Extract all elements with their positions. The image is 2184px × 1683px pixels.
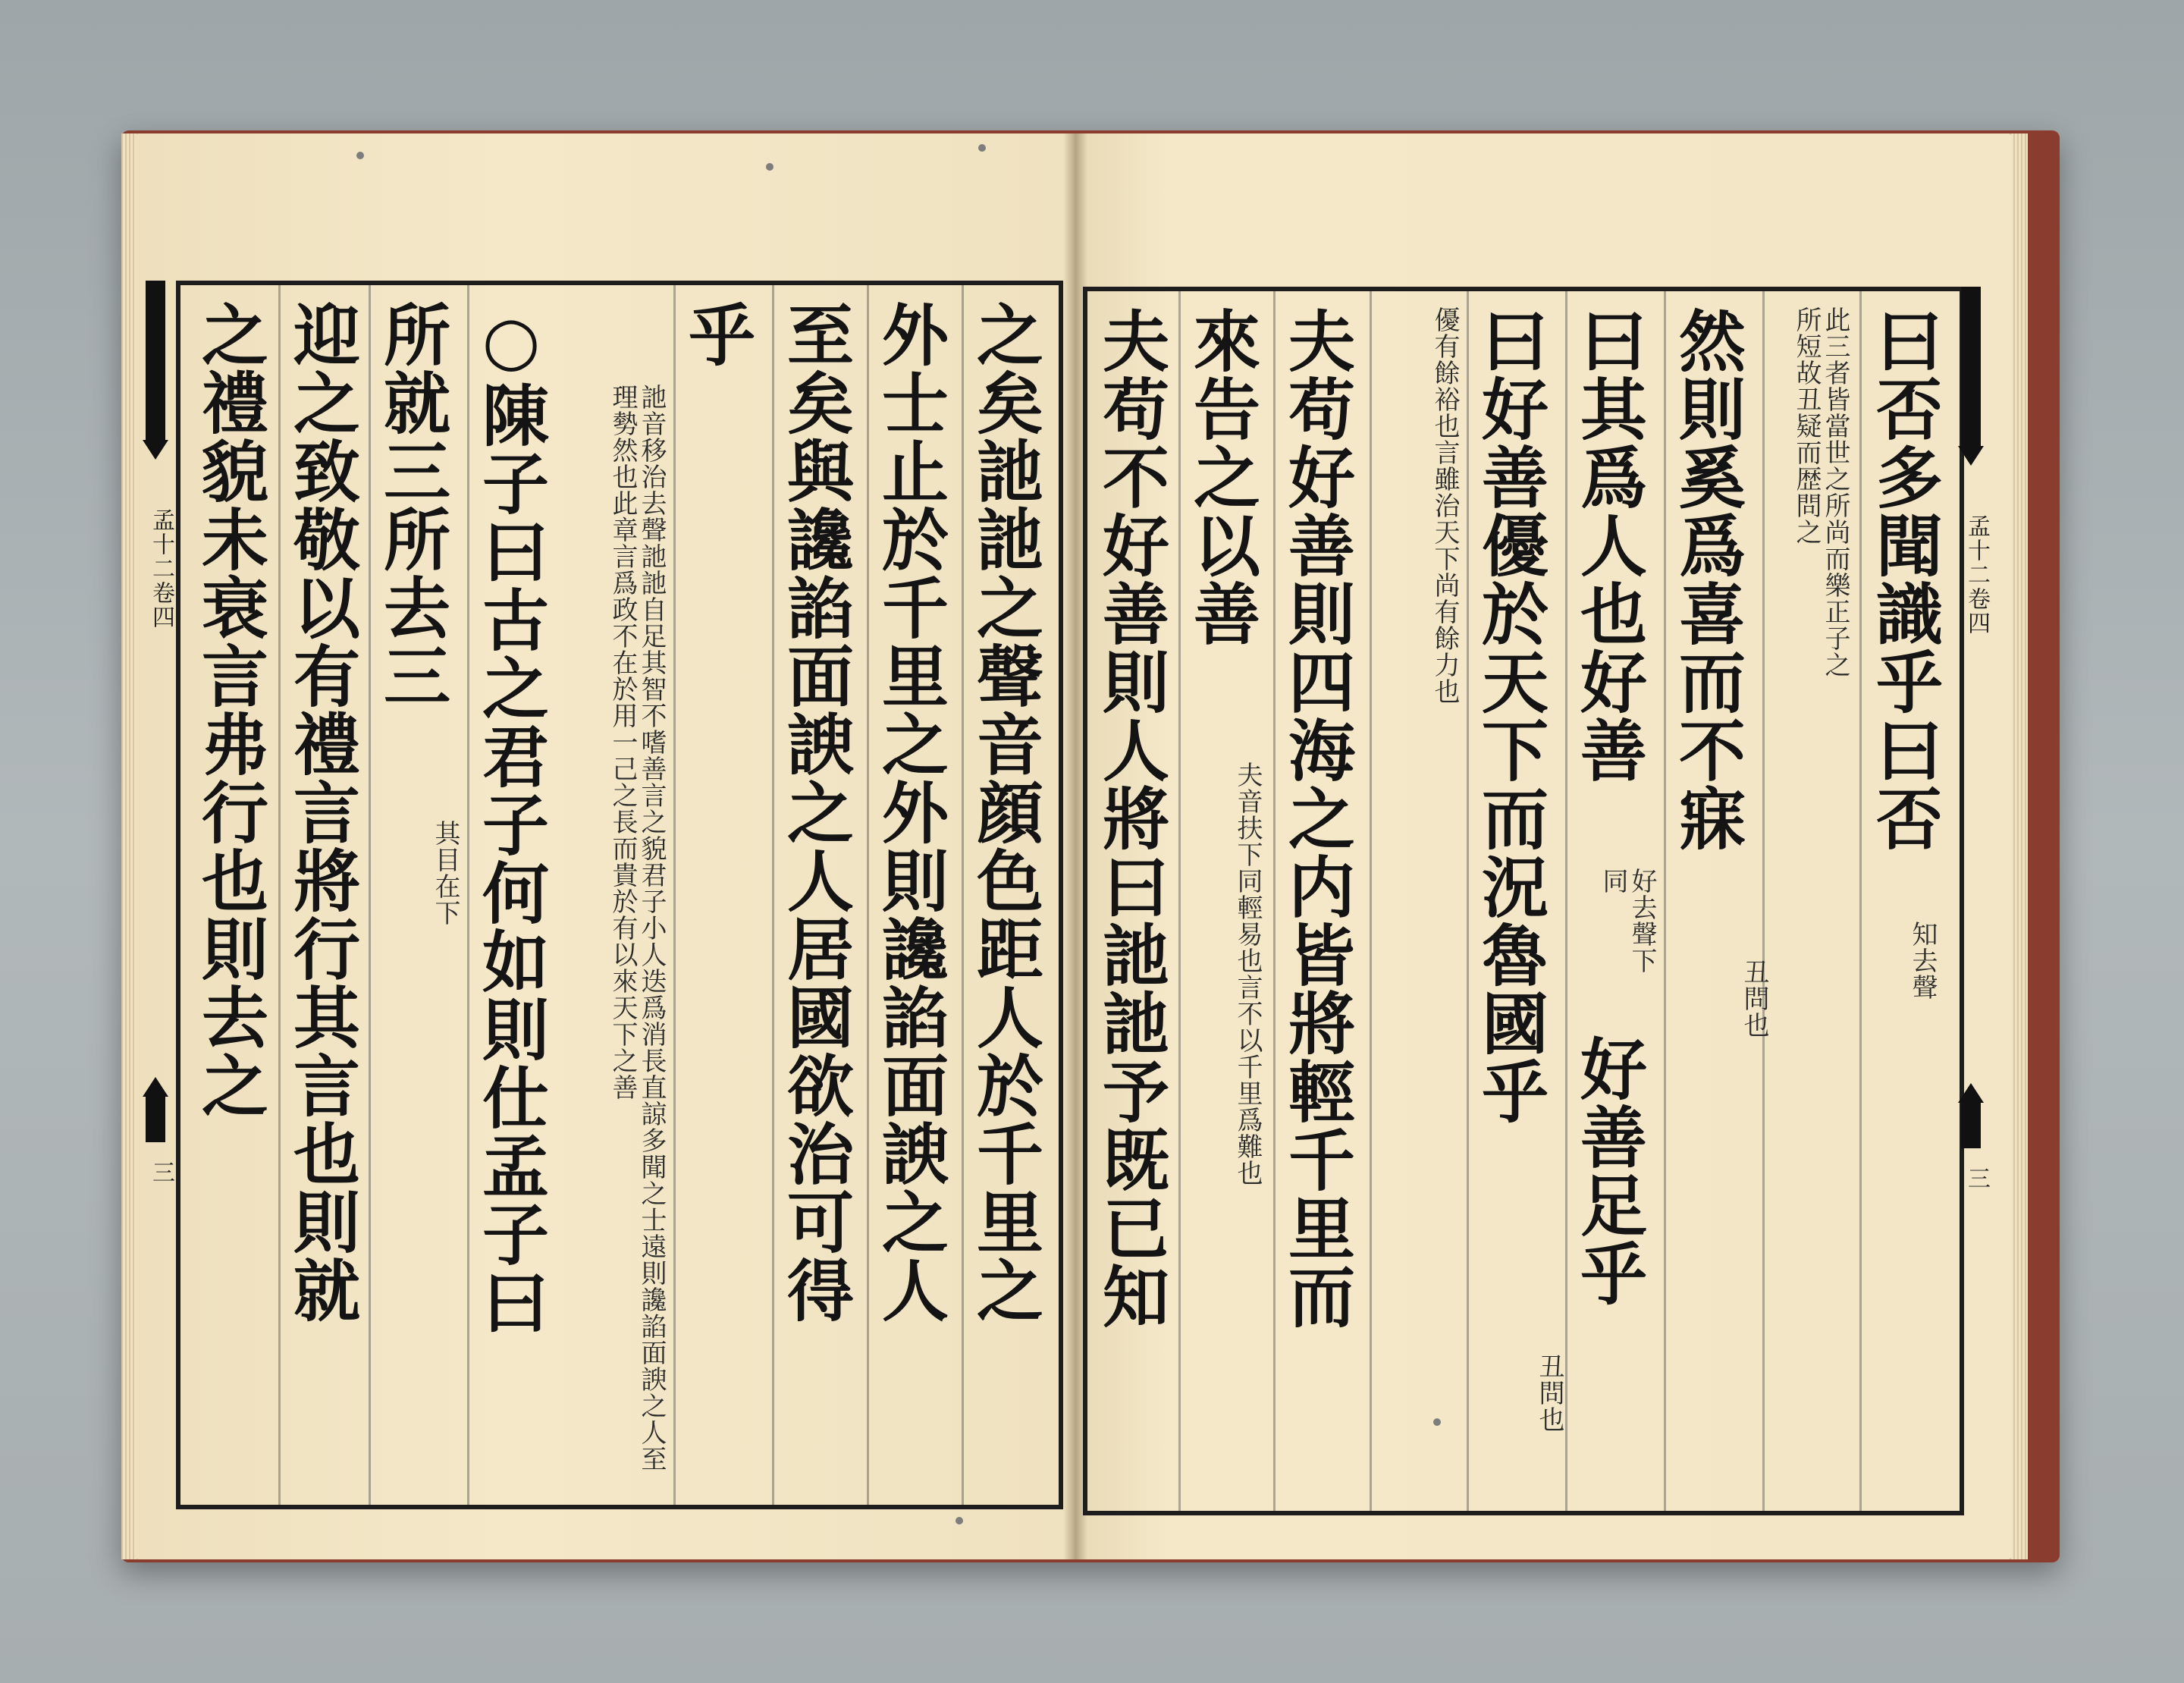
column-rule [962,285,964,1505]
text-column: 曰其爲人也好善 [1570,306,1649,784]
commentary-note: 夫音扶下同輕易也言不以千里爲難也 [1232,761,1263,1186]
text-column: 然則奚爲喜而不寐 [1668,306,1747,852]
commentary-note: 丑問也 [1739,959,1769,1038]
fish-tail-bar [1961,287,1981,446]
text-column: 來告之以善 [1183,306,1262,648]
column-rule [772,285,774,1505]
column-rule [467,285,469,1505]
left-text-frame [176,281,1063,1509]
column-rule [278,285,281,1505]
text-column: 所就三所去三 [373,300,452,710]
text-column: 曰好善優於天下而況魯國乎 [1471,306,1550,1126]
fish-tail-bar [146,1097,165,1142]
fish-tail-bar [1961,1103,1981,1148]
column-rule [369,285,371,1505]
wormhole [978,144,986,152]
wormhole [766,163,774,171]
commentary-note: 訑音移治去聲訑訑自足其智不嗜善言之貌君子小人迭爲消長直諒多聞之士遠則讒諂面諛之人至理勢然也此章言爲政不在於用一己之長而貴於有以來天下之善 [607,384,667,1472]
text-column: 迎之致敬以有禮言將行其言也則就 [283,300,362,1324]
fish-tail-mark [1958,446,1984,466]
text-column: 曰否多聞識乎曰否 [1866,306,1944,852]
wormhole [956,1517,963,1524]
column-rule [1762,291,1765,1511]
column-rule [673,285,676,1505]
text-column: ○陳子曰古之君子何如則仕孟子曰 [472,300,551,1336]
commentary-note: 知去聲 [1907,921,1938,1000]
folio-number: 三 [148,1160,174,1185]
commentary-note: 丑問也 [1534,1353,1564,1433]
text-column: 外士止於千里之外則讒諂面諛之人 [871,300,950,1324]
wormhole [356,152,364,159]
column-rule [1565,291,1567,1511]
column-rule [1467,291,1469,1511]
text-column: 之禮貌未衰言弗行也則去之 [191,300,270,1119]
fish-tail-mark [143,1077,168,1097]
right-margin-strip [1956,287,1990,1506]
text-column: 好善足乎 [1570,1035,1649,1308]
column-rule [1370,291,1372,1511]
fish-tail-mark [143,440,168,460]
column-rule [1273,291,1276,1511]
commentary-note: 其目在下 [430,820,460,926]
column-rule [1178,291,1181,1511]
text-column: 至矣與讒諂面諛之人居國欲治可得 [777,300,855,1324]
text-column: 夫苟好善則四海之内皆將輕千里而 [1278,306,1357,1330]
commentary-note: 此三者皆當世之所尚而樂正子之所短故丑疑而歴問之 [1791,306,1850,678]
column-rule [1664,291,1666,1511]
text-column: 乎 [678,300,757,369]
wormhole [1433,1418,1441,1426]
margin-label: 孟十二卷四 [1963,514,1990,636]
text-column: 之矣訑訑之聲音顔色距人於千里之 [966,300,1045,1324]
margin-label: 孟十二卷四 [148,508,174,630]
folio-number: 三 [1963,1166,1990,1191]
left-margin-strip [141,281,174,1500]
commentary-note: 好去聲下同 [1598,868,1657,974]
fish-tail-mark [1958,1083,1984,1103]
text-column: 夫苟不好善則人將曰訑訑予既已知 [1092,306,1171,1330]
column-rule [867,285,869,1505]
commentary-note: 優有餘裕也言雖治天下尚有餘力也 [1429,306,1460,705]
right-text-frame [1083,287,1964,1515]
column-rule [1859,291,1862,1511]
fish-tail-bar [146,281,165,440]
